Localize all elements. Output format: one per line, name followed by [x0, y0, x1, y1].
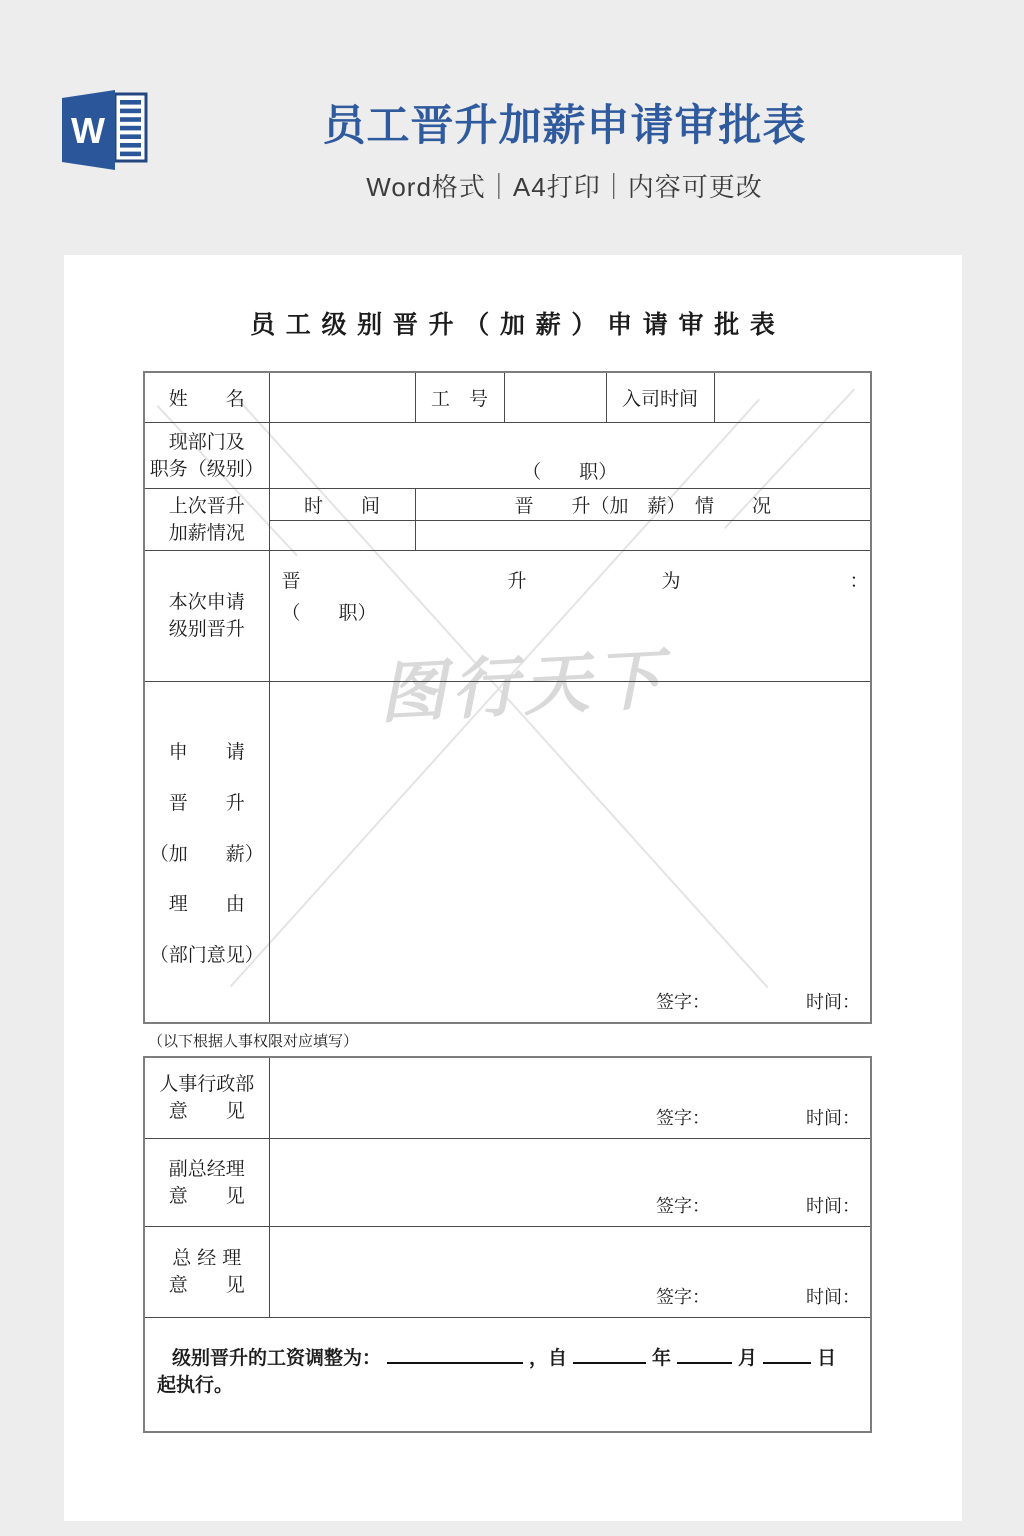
fill-note: （以下根据人事权限对应填写） — [148, 1032, 359, 1050]
signature-row — [270, 1283, 871, 1317]
time-header: 时 间 — [269, 489, 415, 521]
current-dept-label: 现部门及 职务（级别） — [144, 423, 269, 489]
deputy-gm-opinion-label: 副总经理 意 见 — [144, 1139, 269, 1227]
watermark-text: 图行天下 — [377, 639, 670, 733]
gm-opinion-field[interactable] — [269, 1227, 871, 1318]
position-suffix: （ 职） — [522, 461, 618, 483]
sign-label: 签字： — [656, 992, 710, 1013]
header-title: 员工晋升加薪申请审批表 — [322, 102, 807, 150]
hr-opinion-label: 人事行政部 意 见 — [144, 1057, 269, 1139]
table-row — [144, 1318, 871, 1433]
blank-underline[interactable] — [763, 1347, 811, 1364]
adjustment-prefix: 级别晋升的工资调整为： — [172, 1347, 382, 1369]
table-row — [144, 423, 871, 489]
name-field[interactable] — [269, 372, 415, 423]
salary-adjustment-line: 级别晋升的工资调整为： ，自 年 月 日 — [157, 1345, 862, 1372]
form-title: 员 工 级 别 晋 升 （ 加 薪 ） 申 请 审 批 表 — [250, 310, 776, 339]
header-text — [0, 92, 1024, 204]
blank-underline[interactable] — [677, 1347, 732, 1364]
current-dept-field[interactable] — [269, 423, 871, 489]
preview-header — [0, 0, 1024, 255]
approval-table — [143, 1056, 872, 1433]
sign-label: 签字： — [656, 1108, 710, 1129]
sign-label: 签字： — [656, 1287, 710, 1308]
join-date-label: 入司时间 — [606, 372, 714, 423]
last-promotion-time-field[interactable] — [269, 521, 415, 551]
position-suffix: （ 职） — [281, 602, 377, 624]
deputy-gm-opinion-field[interactable] — [269, 1139, 871, 1227]
current-request-label: 本次申请 级别晋升 — [144, 551, 269, 682]
blank-underline[interactable] — [573, 1347, 646, 1364]
signature-row — [270, 988, 871, 1022]
time-label: 时间： — [806, 1196, 860, 1217]
promote-to-field[interactable] — [269, 551, 871, 682]
table-row — [144, 372, 871, 423]
document-page — [64, 255, 962, 1521]
gm-opinion-label: 总 经 理 意 见 — [144, 1227, 269, 1318]
header-subtitle: Word格式｜A4打印｜内容可更改 — [366, 172, 763, 202]
blank-underline[interactable] — [387, 1347, 523, 1364]
salary-adjustment-row — [144, 1318, 871, 1433]
sign-label: 签字： — [656, 1196, 710, 1217]
time-label: 时间： — [806, 1108, 860, 1129]
hr-opinion-field[interactable] — [269, 1057, 871, 1139]
time-label: 时间： — [806, 1287, 860, 1308]
table-row — [144, 551, 871, 682]
main-form-table — [143, 371, 872, 1024]
last-promotion-detail-field[interactable] — [415, 521, 871, 551]
reason-field[interactable] — [269, 682, 871, 1024]
time-label: 时间： — [806, 992, 860, 1013]
table-row — [144, 682, 871, 1024]
last-promotion-label: 上次晋升 加薪情况 — [144, 489, 269, 551]
name-label: 姓 名 — [144, 372, 269, 423]
table-row — [144, 489, 871, 521]
signature-row — [270, 1192, 871, 1226]
promotion-detail-header: 晋 升（加 薪） 情 况 — [415, 489, 871, 521]
employee-id-label: 工 号 — [415, 372, 504, 423]
promote-word: 为 — [661, 570, 681, 592]
table-row — [144, 1139, 871, 1227]
adjustment-suffix: 起执行。 — [157, 1374, 234, 1396]
reason-label: 申 请 晋 升 （加 薪） 理 由 （部门意见） — [144, 682, 269, 1024]
promote-word: 升 — [507, 570, 527, 592]
table-row — [144, 1227, 871, 1318]
employee-id-field[interactable] — [504, 372, 606, 423]
table-row — [144, 1057, 871, 1139]
promote-word: 晋 — [281, 570, 301, 592]
signature-row — [270, 1104, 871, 1138]
promote-word: ： — [849, 570, 869, 592]
svg-text:W: W — [71, 110, 105, 151]
join-date-field[interactable] — [714, 372, 871, 423]
